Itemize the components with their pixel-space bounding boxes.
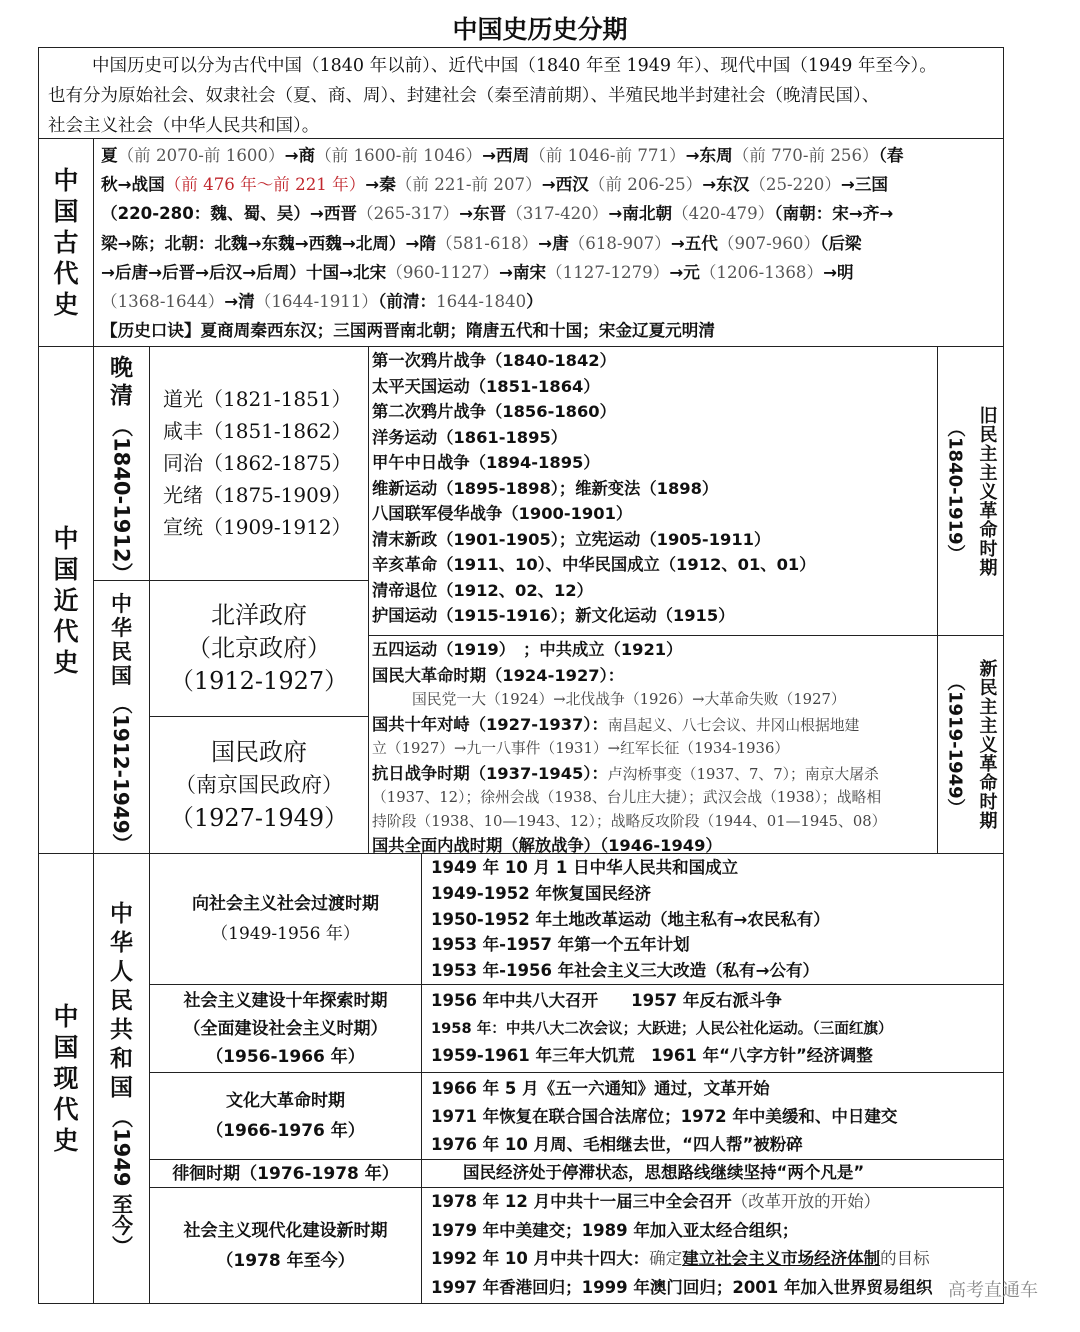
event-item: 辛亥革命（1911、10）、中华民国成立（1912、01、01）	[372, 555, 816, 574]
roc-label: 中华民国	[111, 592, 132, 688]
ancient-content: 夏（前 2070-前 1600）→商（前 1600-前 1046）→西周（前 1046-前 771）→东周（前 770-前 256）（春 秋→战国（前 476 年～前 221 年）→秦（前 221-前 207）→西汉（前 206-25）→东汉（25-220）→三国 （220-280：魏、蜀、吴）→西晋（265-317）→东晋（317-420）→南北朝（420-479）（南朝：宋→齐→ 梁→陈；北朝：北魏→东魏→西魏→北周）→隋（581-618）→唐（618-907）→五代（907-960）（后梁 →后唐→后晋→后汉→后周）十国→北宋（960-1127）→南宋（1127-1279）→元（1206-1368）→明 （1368-1644）→清（1644-1911）（前清：1644-1840） 【历史口诀】夏商周秦西东汉；三国两晋南北朝；隋唐五代和十国；宋金辽夏元明清	[101, 146, 904, 341]
history-table	[38, 47, 1004, 1304]
event-item: 抗日战争时期（1937-1945）：	[372, 763, 608, 783]
event-item: 甲午中日战争（1894-1895）	[372, 453, 600, 472]
event-item: 五四运动（1919） ；中共成立（1921）	[372, 640, 683, 659]
event-item: 八国联军侵华战争（1900-1901）	[372, 504, 633, 523]
event-item: 1949 年 10 月 1 日中华人民共和国成立	[431, 858, 739, 877]
new-democratic-events	[368, 635, 938, 859]
event-detail: （1937、12）；徐州会战（1938、台儿庄大捷）；武汉会战（1938）；战略相	[372, 789, 882, 806]
event-item: 1978 年 12 月中共十一届三中全会召开	[431, 1192, 732, 1211]
page-title: 中国史历史分期	[452, 15, 628, 44]
reign-item: 光绪（1875-1909）	[163, 483, 352, 507]
event-item: 清末新政（1901-1905）；立宪运动（1905-1911）	[372, 529, 771, 549]
event-item: 第一次鸦片战争（1840-1842）	[372, 351, 616, 370]
event-detail: 卢沟桥事变（1937、7、7）；南京大屠杀	[607, 765, 879, 783]
event-detail: 立（1927）→九一八事件（1931）→红军长征（1934-1936）	[372, 740, 790, 757]
prc-label: 中华人民共和国	[110, 901, 133, 1102]
event-item: 护国运动（1915-1916）；新文化运动（1915）	[372, 606, 735, 625]
late-qing-label: 晚清	[110, 355, 133, 409]
event-item: 1953 年-1956 年社会主义三大改造（私有→公有）	[431, 961, 820, 981]
event-item: 第二次鸦片战争（1856-1860）	[372, 402, 616, 421]
reign-item: 道光（1821-1851）	[163, 387, 352, 411]
modern-label: 中国近代史	[53, 523, 79, 677]
event-item: 1966 年 5 月《五一六通知》通过，文革开始	[431, 1079, 770, 1098]
cultural-revolution-period: 文化大革命时期 （1966-1976 年）	[206, 1091, 365, 1141]
new-period-label: 新民主主义革命时期	[976, 659, 998, 830]
event-item: 国民大革命时期（1924-1927）：	[372, 665, 625, 685]
event-item: 1971 年恢复在联合国合法席位；1972 年中美缓和、中日建交	[431, 1107, 898, 1126]
intro-text	[38, 47, 1004, 141]
watermark: 高考直通车	[948, 1280, 1038, 1301]
event-item: 国共全面内战时期（解放战争）（1946-1949）	[372, 836, 722, 855]
event-item: 1959-1961 年三年大饥荒 1961 年“八字方针”经济调整	[431, 1046, 873, 1065]
exploration-period: 社会主义建设十年探索时期 （全面建设社会主义时期） （1956-1966 年）	[183, 990, 388, 1067]
event-detail: 持阶段（1938、10—1943、12）；战略反攻阶段（1944、01—1945、08）	[372, 812, 887, 830]
event-item: 1958 年：中共八大二次会议；大跃进；人民公社化运动。（三面红旗）	[431, 1019, 893, 1037]
transition-period: 向社会主义社会过渡时期 （1949-1956 年）	[192, 894, 379, 944]
new-era-events: 1978 年 12 月中共十一届三中全会召开（改革开放的开始） 1979 年中美建交；1989 年加入亚太经合组织； 1992 年 10 月中共十四大：确定建立社会主义市场经济体制的目标 1997 年香港回归；1999 年澳门回归；2001 年加入世界贸易组织	[421, 1187, 1004, 1302]
transition-events	[421, 853, 1004, 984]
event-detail: 南昌起义、八七会议、井冈山根据地建	[607, 716, 860, 734]
event-item: 1979 年中美建交；1989 年加入亚太经合组织；	[431, 1220, 799, 1240]
history-verse: 【历史口诀】夏商周秦西东汉；三国两晋南北朝；隋唐五代和十国；宋金辽夏元明清	[101, 321, 715, 341]
old-period-label: 旧民主主义革命时期	[976, 405, 998, 577]
event-item: 1997 年香港回归；1999 年澳门回归；2001 年加入世界贸易组织	[431, 1277, 933, 1297]
event-item: 1949-1952 年恢复国民经济	[431, 883, 651, 903]
event-item: 维新运动（1895-1898）；维新变法（1898）	[372, 478, 719, 498]
reign-list	[149, 383, 369, 543]
intro-line-2: 也有分为原始社会、奴隶社会（夏、商、周）、封建社会（秦至清前期）、半殖民地半封建社会（晚清民国）、	[48, 86, 880, 106]
event-item: 1992 年 10 月中共十四大：	[431, 1249, 650, 1268]
roc-years: （1912-1949）	[109, 694, 133, 854]
wavering-event: 国民经济处于停滞状态，思想路线继续坚持“两个凡是”	[463, 1163, 865, 1182]
event-item: 洋务运动（1861-1895）	[372, 427, 568, 447]
event-item: 1976 年 10 月周、毛相继去世，“四人帮”被粉碎	[431, 1135, 803, 1154]
ancient-label: 中国古代史	[53, 166, 79, 319]
reign-item: 同治（1862-1875）	[163, 451, 352, 475]
event-item: 清帝退位（1912、02、12）	[372, 580, 593, 600]
intro-line-3: 社会主义社会（中华人民共和国）。	[48, 116, 320, 136]
event-item: 1956 年中共八大召开 1957 年反右派斗争	[431, 991, 782, 1010]
new-period-years: （1919-1949）	[944, 672, 966, 817]
reign-item: 咸丰（1851-1862）	[163, 419, 352, 443]
reign-item: 宣统（1909-1912）	[163, 515, 352, 539]
exploration-events	[421, 984, 1004, 1070]
contemporary-label: 中国现代史	[53, 1002, 79, 1155]
wavering-period: 徘徊时期（1976-1978 年）	[172, 1163, 399, 1184]
old-democratic-events	[368, 346, 938, 629]
new-era-period: 社会主义现代化建设新时期 （1978 年至今）	[183, 1220, 388, 1271]
event-detail: （改革开放的开始）	[731, 1192, 881, 1211]
event-item: 1953 年-1957 年第一个五年计划	[431, 935, 690, 955]
event-item: 1950-1952 年土地改革运动（地主私有→农民私有）	[431, 909, 830, 929]
intro-line-1: 中国历史可以分为古代中国（1840 年以前）、近代中国（1840 年至 1949 年）、现代中国（1949 年至今）。	[92, 56, 937, 76]
highlighted-goal: 建立社会主义市场经济体制	[682, 1249, 881, 1268]
event-detail: 国民党一大（1924）→北伐战争（1926）→大革命失败（1927）	[412, 691, 846, 708]
nationalist-government: 国民政府 （南京国民政府） （1927-1949）	[169, 737, 349, 832]
cultural-revolution-events	[421, 1072, 1004, 1159]
prc-years: （1949 至今）	[109, 1107, 134, 1257]
beiyang-government: 北洋政府 （北京政府） （1912-1927）	[169, 601, 349, 695]
event-item: 太平天国运动（1851-1864）	[372, 376, 600, 396]
late-qing-years: （1840-1912）	[109, 416, 134, 584]
old-period-years: （1840-1919）	[944, 419, 966, 563]
event-item: 国共十年对峙（1927-1937）：	[372, 714, 608, 734]
